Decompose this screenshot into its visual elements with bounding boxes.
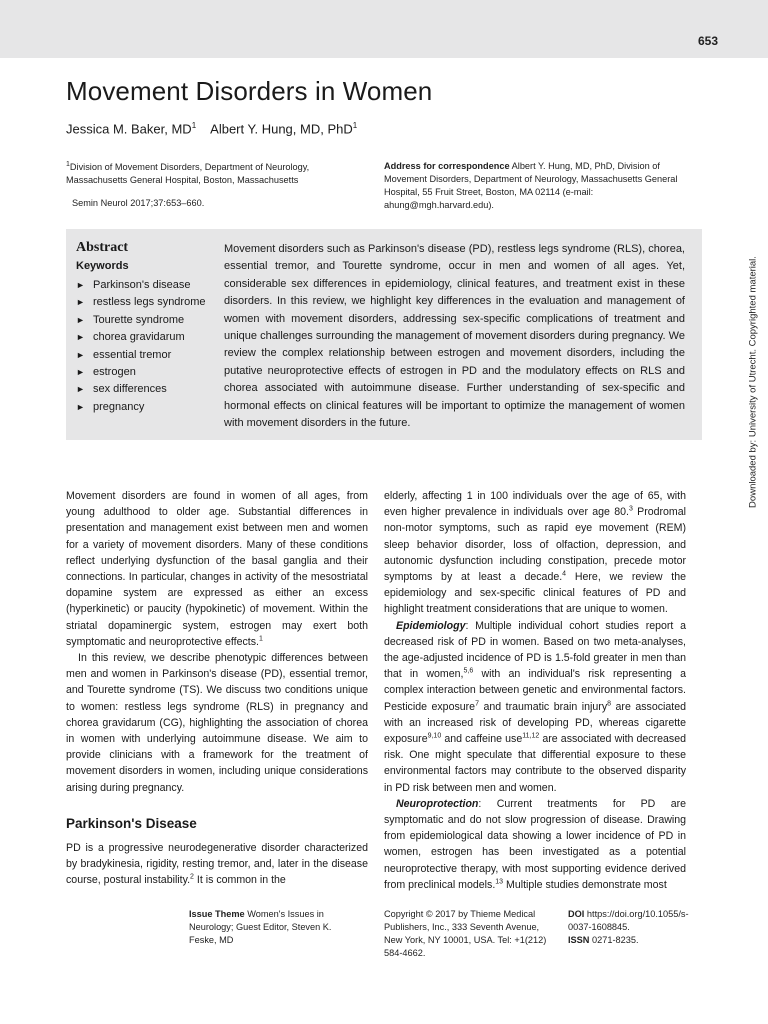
- author-name: Albert Y. Hung, MD, PhD: [210, 121, 353, 137]
- section-heading: Parkinson's Disease: [66, 815, 197, 831]
- author-list: [66, 121, 357, 136]
- arrow-icon: ►: [76, 401, 85, 412]
- reference-marker[interactable]: 3: [628, 505, 633, 513]
- keyword-item: ► pregnancy: [76, 399, 216, 416]
- body-paragraph: In this review, we describe phenotypic differences between men and women in Parkinson's disease (PD), essential tremor, and Tourette syndrome (TS). We discuss two conditions unique to women: restless legs syndrome (RLS) in pregnancy and chorea gravidarum (CG), highlighting the association of chorea in women with underlying autoimmune disease. We aim to provide clinicians with a framework for the treatment of movement disorders in women, including unique considerations arising during pregnancy.: [66, 652, 368, 794]
- reference-marker[interactable]: 7: [475, 700, 479, 708]
- keyword-list: [76, 277, 216, 416]
- citation: Semin Neurol 2017;37:653–660.: [72, 198, 205, 208]
- abstract-heading: Abstract: [76, 240, 129, 255]
- issue-text: Women's Issues in Neurology; Guest Editor, Steven K. Feske, MD: [189, 909, 332, 945]
- arrow-icon: ►: [76, 349, 85, 360]
- arrow-icon: ►: [76, 384, 85, 395]
- download-watermark-text: Downloaded by: University of Utrecht. Copyrighted material.: [747, 256, 759, 508]
- author-affil-marker: 1: [352, 121, 358, 130]
- body-paragraph: Movement disorders are found in women of all ages, from young adulthood to older age. Substantial differences in presentation and management exist between men and women for a variety of movement disorders. Many of these conditions reflect underlying dysfunction of the basal ganglia and their connections. In particular, changes in activity of the mesostriatal dopamine system are expressed as either an excess (hyperkinetic) or paucity (hypokinetic) of movement. Within the striatal dopaminergic system, estrogen may exert both symptomatic and neuroprotective effects.$^1$: [66, 490, 368, 648]
- keyword-item: ► Parkinson's disease: [76, 277, 216, 294]
- keywords-heading: Keywords: [76, 260, 129, 272]
- arrow-icon: ►: [76, 367, 85, 378]
- affiliation: [66, 158, 356, 187]
- issue-label: Issue Theme: [189, 909, 245, 919]
- article-title: Movement Disorders in Women: [66, 76, 433, 106]
- arrow-icon: ►: [76, 332, 85, 343]
- correspondence: [384, 160, 694, 212]
- abstract-text: Movement disorders such as Parkinson's disease (PD), restless legs syndrome (RLS), chorea, essential tremor, and Tourette syndrome, occur in men and women of all ages. Yet, considerable sex differences in epidemiology, clinical features, and treatment exist in these disorders. In this review, we highlight key differences in the evaluation and management of women with movement disorders, addressing sex-specific complications of treatment and unique challenges surrounding the management of movement disorders during pregnancy. We review the complex relationship between estrogen and movement disorders, including the putative neuroprotective effects of estrogen in PD and the modulatory effects on RLS and chorea associated with autoimmune disease. Further understanding of sex-specific and hormonal effects on clinical features will be important to optimize the management of women with movement disorders in the future.: [224, 243, 685, 430]
- doi-link[interactable]: https://doi.org/10.1055/s-0037-1608845.: [568, 909, 689, 932]
- affiliation-text: Division of Movement Disorders, Department of Neurology, Massachusetts General Hospital, Boston, Massachusetts: [66, 162, 310, 186]
- doi-label: DOI: [568, 909, 585, 919]
- body-column-right: [384, 488, 686, 893]
- correspondence-label: Address for correspondence: [384, 161, 510, 171]
- keyword-item: ► sex differences: [76, 381, 216, 398]
- page-number: 653: [697, 34, 718, 48]
- keyword-item: ► estrogen: [76, 364, 216, 381]
- reference-marker[interactable]: 5,6: [463, 667, 474, 675]
- reference-marker[interactable]: 8: [607, 700, 612, 708]
- reference-marker[interactable]: 1: [258, 635, 263, 643]
- reference-marker[interactable]: 9,10: [427, 732, 442, 740]
- author-name: Jessica M. Baker, MD: [66, 121, 192, 137]
- keyword-item: ► Tourette syndrome: [76, 312, 216, 329]
- author-affil-marker: 1: [191, 121, 197, 130]
- arrow-icon: ►: [76, 314, 85, 325]
- run-in-heading: Epidemiology: [396, 619, 466, 632]
- reference-marker[interactable]: 13: [495, 878, 504, 886]
- issn-label: ISSN: [568, 935, 590, 945]
- arrow-icon: ►: [76, 297, 85, 308]
- reference-marker[interactable]: 2: [190, 873, 194, 881]
- footer-identifiers: [568, 908, 698, 947]
- run-in-heading: Neuroprotection: [396, 797, 479, 810]
- keyword-item: ► chorea gravidarum: [76, 329, 216, 346]
- body-paragraph: Neuroprotection: Current treatments for PD are symptomatic and do not slow progression of disease. Drawing from epidemiological data showing a lower incidence of PD in women, estrogen has been investigated as a potential neuroprotective therapy, with most supporting evidence derived from preclinical models.$^{13}$ Multiple studies demonstrate most: [384, 797, 686, 891]
- footer-issue: [189, 908, 359, 947]
- arrow-icon: ►: [76, 280, 85, 290]
- body-column-left: [66, 488, 368, 889]
- correspondence-text: Albert Y. Hung, MD, PhD, Division of Movement Disorders, Department of Neurology, Massachusetts General Hospital, 55 Fruit Street, Boston, MA 02114 (e-mail: ahung@mgh.harvard.edu).: [384, 161, 678, 210]
- keyword-item: ► restless legs syndrome: [76, 294, 216, 311]
- reference-marker[interactable]: 11,12: [522, 732, 540, 740]
- keyword-item: ► essential tremor: [76, 347, 216, 364]
- affiliation-marker: 1: [66, 161, 70, 168]
- footer-copyright: Copyright © 2017 by Thieme Medical Publishers, Inc., 333 Seventh Avenue, New York, NY 10001, USA. Tel: +1(212) 584-4662.: [384, 909, 547, 958]
- body-paragraph: Epidemiology: Multiple individual cohort studies report a decreased risk of PD in women. Based on two meta-analyses, the age-adjusted incidence of PD is 1.5-fold greater in men than that in women,$^{5,6}$ with an individual's risk representing a complex interaction between genetic and environmental factors. Pesticide exposure$^7$ and traumatic brain injury$^8$ are associated with an increased risk of developing PD, whereas cigarette exposure$^{9,10}$ and caffeine use$^{11,12}$ are associated with decreased risk. One might speculate that differential exposure to these environmental factors may contribute to the observed disparity in PD risk between men and women.: [384, 619, 686, 794]
- body-paragraph: PD is a progressive neurodegenerative disorder characterized by bradykinesia, rigidity, resting tremor, and, later in the disease course, postural instability.$^2$ It is common in the: [66, 842, 368, 887]
- header-band: [0, 0, 768, 58]
- body-paragraph: elderly, affecting 1 in 100 individuals over the age of 65, with even higher prevalence in individuals over age 80.$^3$ Prodromal non-motor symptoms, such as rapid eye movement (REM) sleep behavior disorder, loss of olfaction, depression, and autonomic dysfunction including constipation, precede motor symptoms by at least a decade.$^4$ Here, we review the epidemiology and sex-specific clinical features of PD and highlight treatment considerations that are unique to women.: [384, 490, 686, 616]
- issn-value: 0271-8235.: [592, 935, 639, 945]
- reference-marker[interactable]: 4: [562, 570, 567, 578]
